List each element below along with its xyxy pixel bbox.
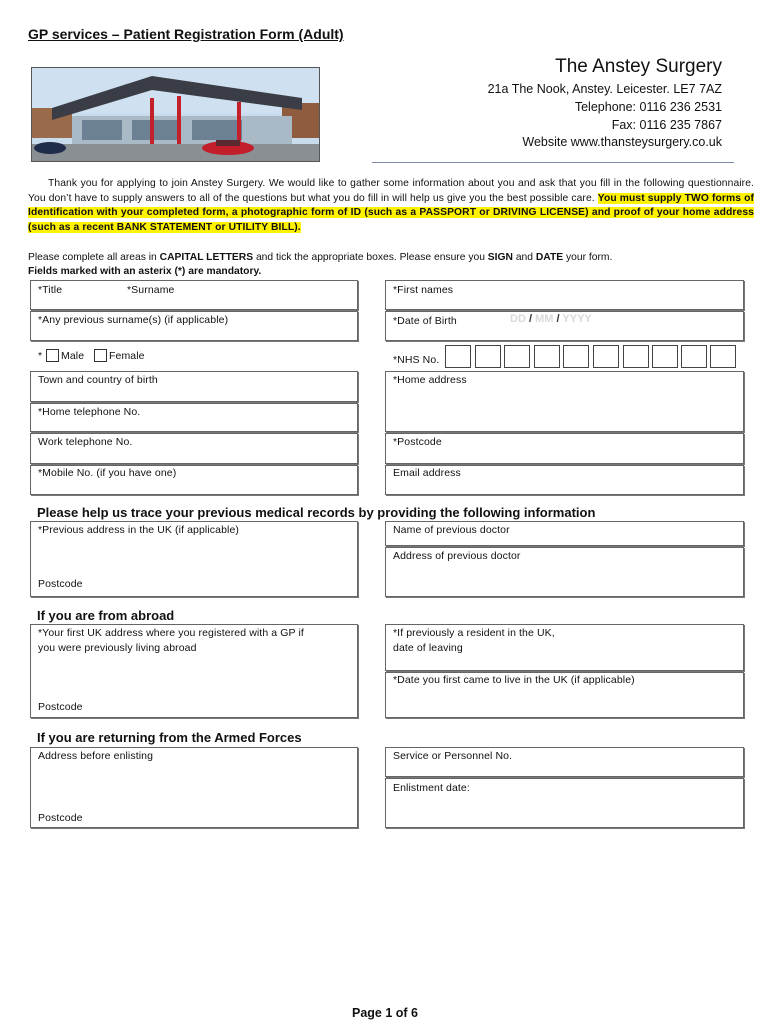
capital-letters-emphasis: CAPITAL LETTERS — [159, 252, 254, 263]
dob-separator: / — [556, 313, 560, 325]
first-uk-address-label: *Your first UK address where you registered with a GP if — [38, 627, 304, 639]
form-title: GP services – Patient Registration Form (Adult) — [28, 26, 344, 42]
dob-year-placeholder: YYYY — [562, 313, 592, 325]
surgery-fax: Fax: 0116 235 7867 — [611, 118, 722, 132]
surgery-website: Website www.thansteysurgery.co.uk — [522, 135, 722, 149]
instructions-text: your form. — [563, 252, 613, 263]
nhs-digit-box[interactable] — [445, 345, 471, 368]
first-names-label: *First names — [393, 284, 454, 296]
previous-address-label: *Previous address in the UK (if applicable) — [38, 524, 239, 536]
instructions — [28, 252, 612, 263]
header-divider — [372, 162, 734, 163]
nhs-digit-box[interactable] — [710, 345, 736, 368]
instructions-text: and — [512, 252, 536, 263]
nhs-digit-box[interactable] — [475, 345, 501, 368]
sign-emphasis: SIGN — [487, 252, 513, 263]
work-telephone-label: Work telephone No. — [38, 436, 133, 448]
date-of-leaving-label-cont: date of leaving — [393, 642, 463, 654]
nhs-digit-box[interactable] — [504, 345, 530, 368]
mobile-label: *Mobile No. (if you have one) — [38, 467, 177, 479]
dob-day-placeholder: DD — [510, 313, 526, 325]
date-emphasis: DATE — [535, 252, 564, 263]
mandatory-note: Fields marked with an asterix (*) are mandatory. — [28, 266, 262, 277]
nhs-digit-box[interactable] — [681, 345, 707, 368]
date-of-leaving-label: *If previously a resident in the UK, — [393, 627, 555, 639]
surname-label: *Surname — [127, 284, 175, 296]
dob-month-placeholder: MM — [535, 313, 554, 325]
female-checkbox[interactable] — [94, 349, 107, 362]
address-before-enlisting-label: Address before enlisting — [38, 750, 154, 762]
surgery-telephone: Telephone: 0116 236 2531 — [574, 100, 722, 114]
previous-doctor-address-label: Address of previous doctor — [393, 550, 521, 562]
title-label: *Title — [38, 284, 63, 296]
first-uk-address-label-cont: you were previously living abroad — [38, 642, 197, 654]
armed-forces-heading: If you are returning from the Armed Forces — [37, 730, 302, 745]
service-number-label: Service or Personnel No. — [393, 750, 513, 762]
postcode-label: *Postcode — [393, 436, 442, 448]
enlistment-date-label: Enlistment date: — [393, 782, 470, 794]
page-number: Page 1 of 6 — [352, 1006, 418, 1020]
previous-doctor-name-label: Name of previous doctor — [393, 524, 510, 536]
surgery-building-photo — [31, 67, 320, 162]
previous-postcode-label: Postcode — [38, 578, 83, 590]
nhs-digit-box[interactable] — [623, 345, 649, 368]
home-address-label: *Home address — [393, 374, 467, 386]
nhs-digit-box[interactable] — [652, 345, 678, 368]
nhs-digit-box[interactable] — [534, 345, 560, 368]
town-country-birth-label: Town and country of birth — [38, 374, 158, 386]
gender-asterisk: * — [38, 350, 43, 362]
dob-format-hint — [510, 313, 592, 325]
intro-paragraph — [28, 177, 754, 235]
nhs-number-label: *NHS No. — [393, 354, 440, 366]
id-requirement-highlight: You must supply TWO forms of Identification with your completed form, a photographic form of ID (such as a PASSPORT or DRIVING LICENSE) and proof of your home address (such as a recent BANK STATEMENT or UTILITY BILL). — [28, 192, 754, 233]
male-label: Male — [61, 350, 85, 362]
nhs-digit-box[interactable] — [563, 345, 589, 368]
building-illustration — [32, 68, 319, 161]
previous-records-heading: Please help us trace your previous medical records by providing the following information — [37, 505, 596, 520]
dob-separator: / — [528, 313, 533, 325]
surgery-address: 21a The Nook, Anstey. Leicester. LE7 7AZ — [487, 82, 722, 96]
surgery-name: The Anstey Surgery — [555, 56, 722, 77]
male-checkbox[interactable] — [46, 349, 59, 362]
intro-text: Thank you for applying to join Anstey Surgery. We would like to gather some information about you and ask that you fill in the following questionnaire. You don’t have to supply answers to all of the questions but what you do fill in will help us give you the best possible care. — [28, 178, 754, 204]
title-surname-field[interactable] — [30, 280, 358, 310]
instructions-text: and tick the appropriate boxes. Please ensure you — [253, 252, 488, 263]
email-label: Email address — [393, 467, 461, 479]
female-label: Female — [109, 350, 145, 362]
instructions-text: Please complete all areas in — [28, 252, 160, 263]
home-telephone-label: *Home telephone No. — [38, 406, 141, 418]
nhs-digit-box[interactable] — [593, 345, 619, 368]
date-came-to-uk-label: *Date you first came to live in the UK (if applicable) — [393, 674, 635, 686]
date-of-birth-label: *Date of Birth — [393, 315, 457, 327]
abroad-postcode-label: Postcode — [38, 701, 83, 713]
armed-forces-postcode-label: Postcode — [38, 812, 83, 824]
abroad-heading: If you are from abroad — [37, 608, 175, 623]
previous-surnames-label: *Any previous surname(s) (if applicable) — [38, 314, 229, 326]
